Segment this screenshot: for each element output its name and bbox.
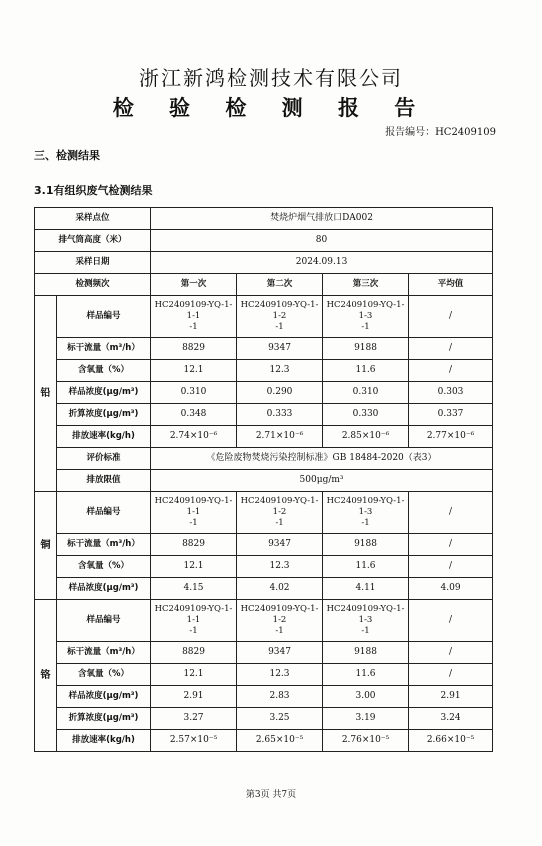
value-cell: 12.1 xyxy=(151,664,237,686)
value-cell: 2.71×10⁻⁶ xyxy=(237,426,323,448)
sampling-date-value: 2024.09.13 xyxy=(151,252,493,274)
sample-id-cell: HC2409109-YQ-1-1-1 -1 xyxy=(151,600,237,642)
value-cell: 2.74×10⁻⁶ xyxy=(151,426,237,448)
value-cell: 2.77×10⁻⁶ xyxy=(409,426,493,448)
value-cell: 8829 xyxy=(151,642,237,664)
frequency-row xyxy=(35,274,493,296)
value-cell: 9347 xyxy=(237,642,323,664)
value-cell: / xyxy=(409,642,493,664)
row-label: 样品编号 xyxy=(57,600,151,642)
value-cell: 4.15 xyxy=(151,578,237,600)
col-header-1: 第一次 xyxy=(151,274,237,296)
table-row xyxy=(35,578,493,600)
value-cell: 2.91 xyxy=(409,686,493,708)
value-cell: 12.1 xyxy=(151,556,237,578)
value-cell: 2.83 xyxy=(237,686,323,708)
sample-id-cell: HC2409109-YQ-1-1-2 -1 xyxy=(237,296,323,338)
value-cell: / xyxy=(409,360,493,382)
table-row xyxy=(35,404,493,426)
value-cell: 3.25 xyxy=(237,708,323,730)
row-label: 样品编号 xyxy=(57,492,151,534)
sample-id-cell: HC2409109-YQ-1-1-1 -1 xyxy=(151,296,237,338)
frequency-label: 检测频次 xyxy=(35,274,151,296)
sampling-point-value: 焚烧炉烟气排放口DA002 xyxy=(151,208,493,230)
emission-limit-label: 排放限值 xyxy=(57,470,151,492)
value-cell: 3.27 xyxy=(151,708,237,730)
table-row xyxy=(35,664,493,686)
table-row xyxy=(35,426,493,448)
value-cell: 12.3 xyxy=(237,360,323,382)
table-row xyxy=(35,686,493,708)
sampling-point-label: 采样点位 xyxy=(35,208,151,230)
table-row xyxy=(35,360,493,382)
value-cell: / xyxy=(409,664,493,686)
row-label: 标干流量（m³/h） xyxy=(57,534,151,556)
value-cell: / xyxy=(409,534,493,556)
table-row xyxy=(35,296,493,338)
company-name: 浙江新鸿检测技术有限公司 xyxy=(139,66,403,90)
sampling-point-row xyxy=(35,208,493,230)
col-header-2: 第二次 xyxy=(237,274,323,296)
value-cell: / xyxy=(409,296,493,338)
value-cell: 12.1 xyxy=(151,360,237,382)
value-cell: 2.57×10⁻⁵ xyxy=(151,730,237,752)
row-label: 折算浓度(μg/m³) xyxy=(57,404,151,426)
value-cell: 8829 xyxy=(151,338,237,360)
row-label: 标干流量（m³/h） xyxy=(57,338,151,360)
row-label: 排放速率(kg/h) xyxy=(57,426,151,448)
value-cell: 2.85×10⁻⁶ xyxy=(323,426,409,448)
section-title: 三、检测结果 xyxy=(34,149,100,162)
value-cell: 2.66×10⁻⁵ xyxy=(409,730,493,752)
table-row xyxy=(35,338,493,360)
evaluation-standard-value: 《危险废物焚烧污染控制标准》GB 18484-2020（表3） xyxy=(151,448,493,470)
value-cell: 0.330 xyxy=(323,404,409,426)
row-label: 含氧量（%） xyxy=(57,360,151,382)
value-cell: 11.6 xyxy=(323,556,409,578)
value-cell: 3.00 xyxy=(323,686,409,708)
value-cell: 0.333 xyxy=(237,404,323,426)
row-label: 样品浓度(μg/m³) xyxy=(57,686,151,708)
value-cell: 4.09 xyxy=(409,578,493,600)
value-cell: 2.91 xyxy=(151,686,237,708)
value-cell: 12.3 xyxy=(237,556,323,578)
value-cell: / xyxy=(409,492,493,534)
value-cell: 12.3 xyxy=(237,664,323,686)
value-cell: 3.19 xyxy=(323,708,409,730)
value-cell: 9188 xyxy=(323,642,409,664)
table-row xyxy=(35,492,493,534)
element-group-label: 铬 xyxy=(35,600,57,752)
row-label: 标干流量（m³/h） xyxy=(57,642,151,664)
value-cell: 9188 xyxy=(323,534,409,556)
table-row xyxy=(35,556,493,578)
report-number: 报告编号：HC2409109 xyxy=(385,127,496,138)
row-label: 含氧量（%） xyxy=(57,556,151,578)
value-cell: 0.348 xyxy=(151,404,237,426)
subsection-title: 3.1有组织废气检测结果 xyxy=(34,184,153,197)
results-table xyxy=(34,207,493,752)
row-label: 样品编号 xyxy=(57,296,151,338)
element-group-label: 铜 xyxy=(35,492,57,600)
row-label: 含氧量（%） xyxy=(57,664,151,686)
value-cell: / xyxy=(409,556,493,578)
sample-id-cell: HC2409109-YQ-1-1-3 -1 xyxy=(323,296,409,338)
table-row xyxy=(35,600,493,642)
table-row xyxy=(35,708,493,730)
value-cell: 2.76×10⁻⁵ xyxy=(323,730,409,752)
sample-id-cell: HC2409109-YQ-1-1-2 -1 xyxy=(237,600,323,642)
row-label: 排放速率(kg/h) xyxy=(57,730,151,752)
emission-limit-row xyxy=(35,470,493,492)
sampling-date-row xyxy=(35,252,493,274)
stack-height-row xyxy=(35,230,493,252)
value-cell: 9188 xyxy=(323,338,409,360)
value-cell: / xyxy=(409,600,493,642)
value-cell: 0.337 xyxy=(409,404,493,426)
table-row xyxy=(35,730,493,752)
value-cell: 11.6 xyxy=(323,360,409,382)
emission-limit-value: 500μg/m³ xyxy=(151,470,493,492)
value-cell: 8829 xyxy=(151,534,237,556)
value-cell: 9347 xyxy=(237,338,323,360)
value-cell: 0.310 xyxy=(151,382,237,404)
evaluation-standard-row xyxy=(35,448,493,470)
element-group-label: 铅 xyxy=(35,296,57,492)
value-cell: 3.24 xyxy=(409,708,493,730)
value-cell: 11.6 xyxy=(323,664,409,686)
sampling-date-label: 采样日期 xyxy=(35,252,151,274)
table-row xyxy=(35,534,493,556)
row-label: 样品浓度(μg/m³) xyxy=(57,578,151,600)
stack-height-label: 排气筒高度（米） xyxy=(35,230,151,252)
sample-id-cell: HC2409109-YQ-1-1-3 -1 xyxy=(323,600,409,642)
value-cell: 9347 xyxy=(237,534,323,556)
value-cell: 0.303 xyxy=(409,382,493,404)
col-header-3: 第三次 xyxy=(323,274,409,296)
value-cell: 0.310 xyxy=(323,382,409,404)
value-cell: 4.11 xyxy=(323,578,409,600)
evaluation-standard-label: 评价标准 xyxy=(57,448,151,470)
table-row xyxy=(35,642,493,664)
row-label: 折算浓度(μg/m³) xyxy=(57,708,151,730)
col-header-avg: 平均值 xyxy=(409,274,493,296)
sample-id-cell: HC2409109-YQ-1-1-1 -1 xyxy=(151,492,237,534)
table-row xyxy=(35,382,493,404)
value-cell: 0.290 xyxy=(237,382,323,404)
report-title: 检 验 检 测 报 告 xyxy=(112,96,430,120)
value-cell: 4.02 xyxy=(237,578,323,600)
value-cell: 2.65×10⁻⁵ xyxy=(237,730,323,752)
row-label: 样品浓度(μg/m³) xyxy=(57,382,151,404)
sample-id-cell: HC2409109-YQ-1-1-2 -1 xyxy=(237,492,323,534)
stack-height-value: 80 xyxy=(151,230,493,252)
page-footer: 第3页 共7页 xyxy=(245,790,297,800)
sample-id-cell: HC2409109-YQ-1-1-3 -1 xyxy=(323,492,409,534)
value-cell: / xyxy=(409,338,493,360)
